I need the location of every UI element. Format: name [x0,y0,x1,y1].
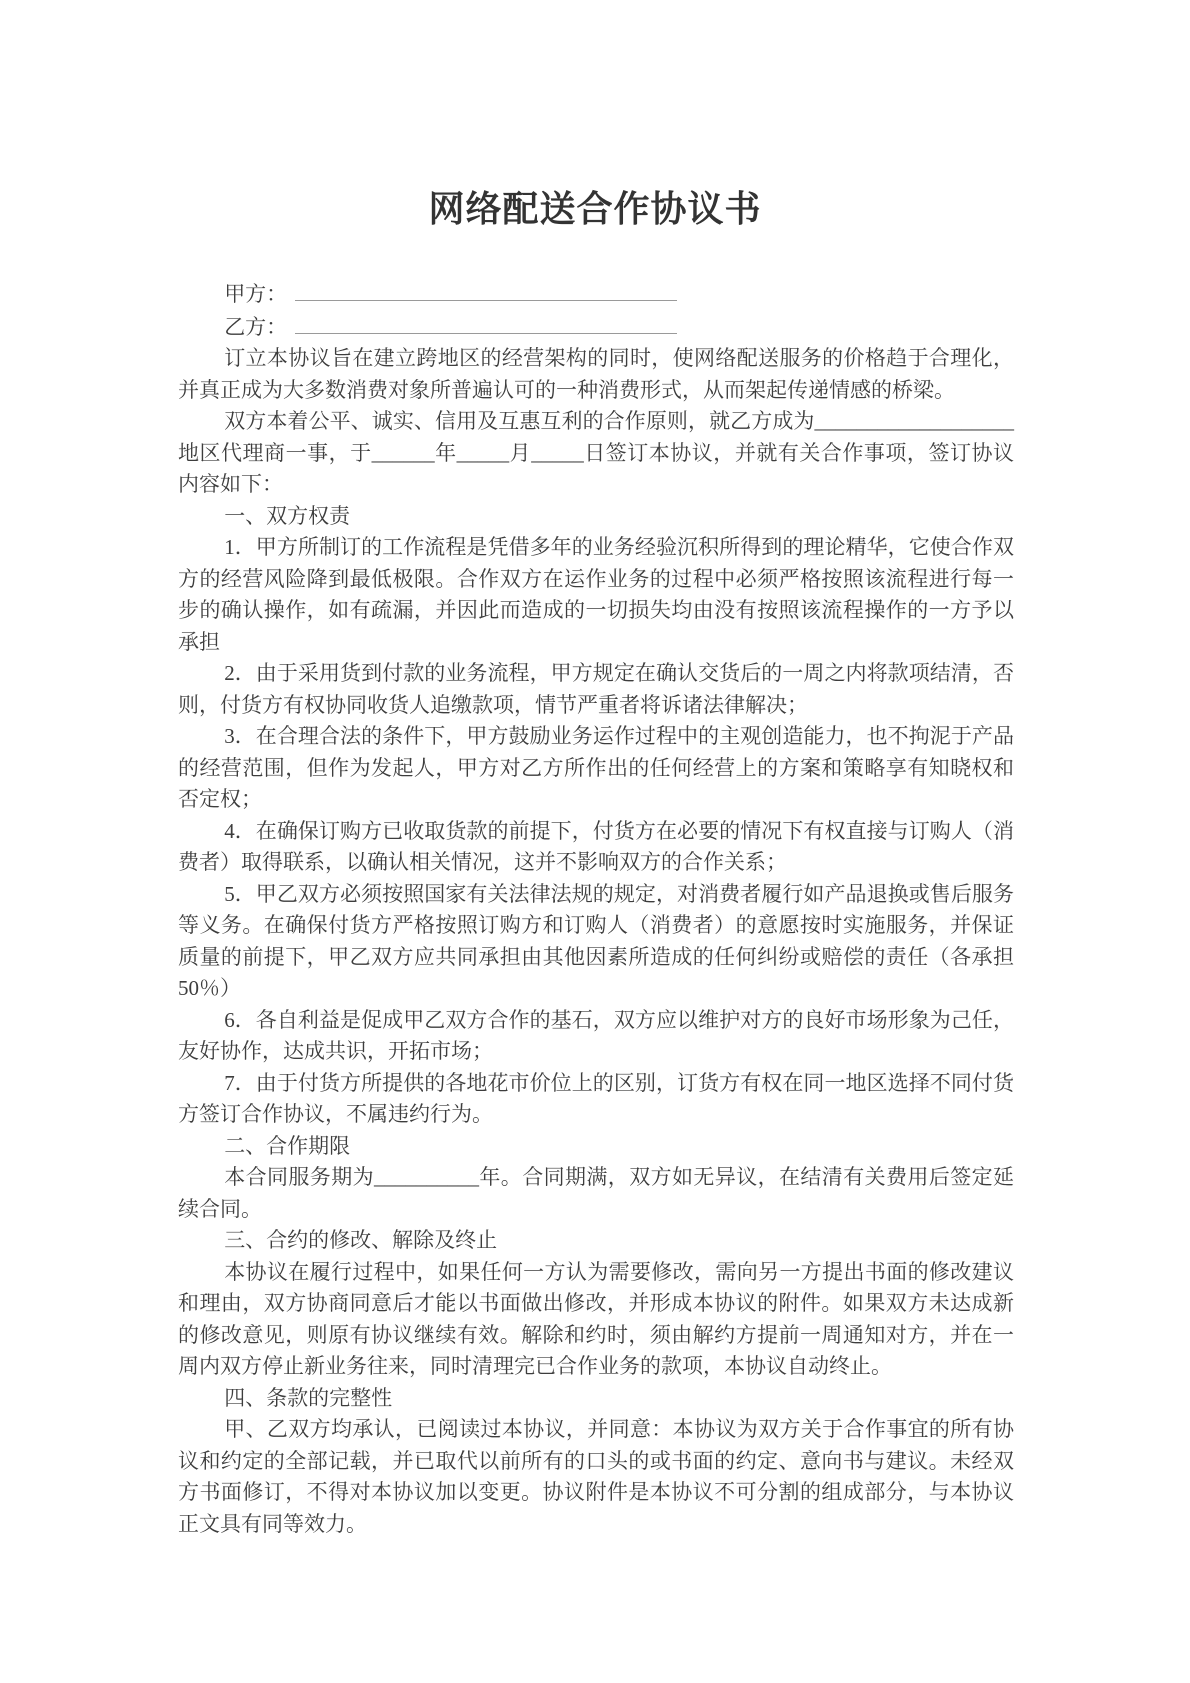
clause-4-1: 甲、乙双方均承认，已阅读过本协议，并同意：本协议为双方关于合作事宜的所有协议和约定的全部记载，并已取代以前所有的口头的或书面的约定、意向书与建议。未经双方书面修订，不得对本协议加以变更。协议附件是本协议不可分割的组成部分，与本协议正文具有同等效力。 [178,1417,1014,1536]
clause-1-1: 1．甲方所制订的工作流程是凭借多年的业务经验沉积所得到的理论精华，它使合作双方的经营风险降到最低极限。合作双方在运作业务的过程中必须严格按照该流程进行每一步的确认操作，如有疏漏，并因此而造成的一切损失均由没有按照该流程操作的一方予以承担 [178,535,1014,654]
clause-1-7: 7．由于付货方所提供的各地花市价位上的区别，订货方有权在同一地区选择不同付货方签订合作协议，不属违约行为。 [178,1070,1014,1126]
party-b-label: 乙方： [224,314,288,339]
party-b-line [178,311,1014,344]
section-1-heading: 一、双方权责 [224,503,351,528]
paragraph-preamble-1: 订立本协议旨在建立跨地区的经营架构的同时，使网络配送服务的价格趋于合理化，并真正成为大多数消费对象所普遍认可的一种消费形式，从而架起传递情感的桥梁。 [178,346,1014,402]
paragraph-preamble-2: 双方本着公平、诚实、信用及互惠互利的合作原则，就乙方成为___________________地区代理商一事，于______年_____月_____日签订本协议，并就有关合作事项，签订协议内容如下： [178,409,1014,496]
section-4-heading: 四、条款的完整性 [224,1385,393,1410]
party-a-line [178,278,1014,311]
clause-3-1: 本协议在履行过程中，如果任何一方认为需要修改，需向另一方提出书面的修改建议和理由，双方协商同意后才能以书面做出修改，并形成本协议的附件。如果双方未达成新的修改意见，则原有协议继续有效。解除和约时，须由解约方提前一周通知对方，并在一周内双方停止新业务往来，同时清理完已合作业务的款项，本协议自动终止。 [178,1259,1014,1378]
clause-1-4: 4．在确保订购方已收取货款的前提下，付货方在必要的情况下有权直接与订购人（消费者）取得联系，以确认相关情况，这并不影响双方的合作关系； [178,818,1014,874]
party-a-blank-line [295,278,677,301]
clause-1-6: 6．各自利益是促成甲乙双方合作的基石，双方应以维护对方的良好市场形象为己任，友好协作，达成共识，开拓市场； [178,1007,1014,1063]
clause-1-2: 2．由于采用货到付款的业务流程，甲方规定在确认交货后的一周之内将款项结清，否则，付货方有权协同收货人追缴款项，情节严重者将诉诸法律解决； [178,661,1014,717]
section-2-heading: 二、合作期限 [224,1133,351,1158]
party-a-label: 甲方： [224,282,288,306]
document-title: 网络配送合作协议书 [428,189,762,229]
party-b-blank-line [295,311,677,334]
section-3-heading: 三、合约的修改、解除及终止 [224,1228,498,1252]
clause-1-3: 3．在合理合法的条件下，甲方鼓励业务运作过程中的主观创造能力，也不拘泥于产品的经营范围，但作为发起人，甲方对乙方所作出的任何经营上的方案和策略享有知晓权和否定权； [178,724,1014,811]
clause-1-5: 5．甲乙双方必须按照国家有关法律法规的规定，对消费者履行如产品退换或售后服务等义务。在确保付货方严格按照订购方和订购人（消费者）的意愿按时实施服务，并保证质量的前提下，甲乙双方应共同承担由其他因素所造成的任何纠纷或赔偿的责任（各承担50％） [178,881,1014,1000]
clause-2-1: 本合同服务期为__________年。合同期满，双方如无异议，在结清有关费用后签定延续合同。 [178,1165,1014,1221]
document-body [178,278,1014,1540]
